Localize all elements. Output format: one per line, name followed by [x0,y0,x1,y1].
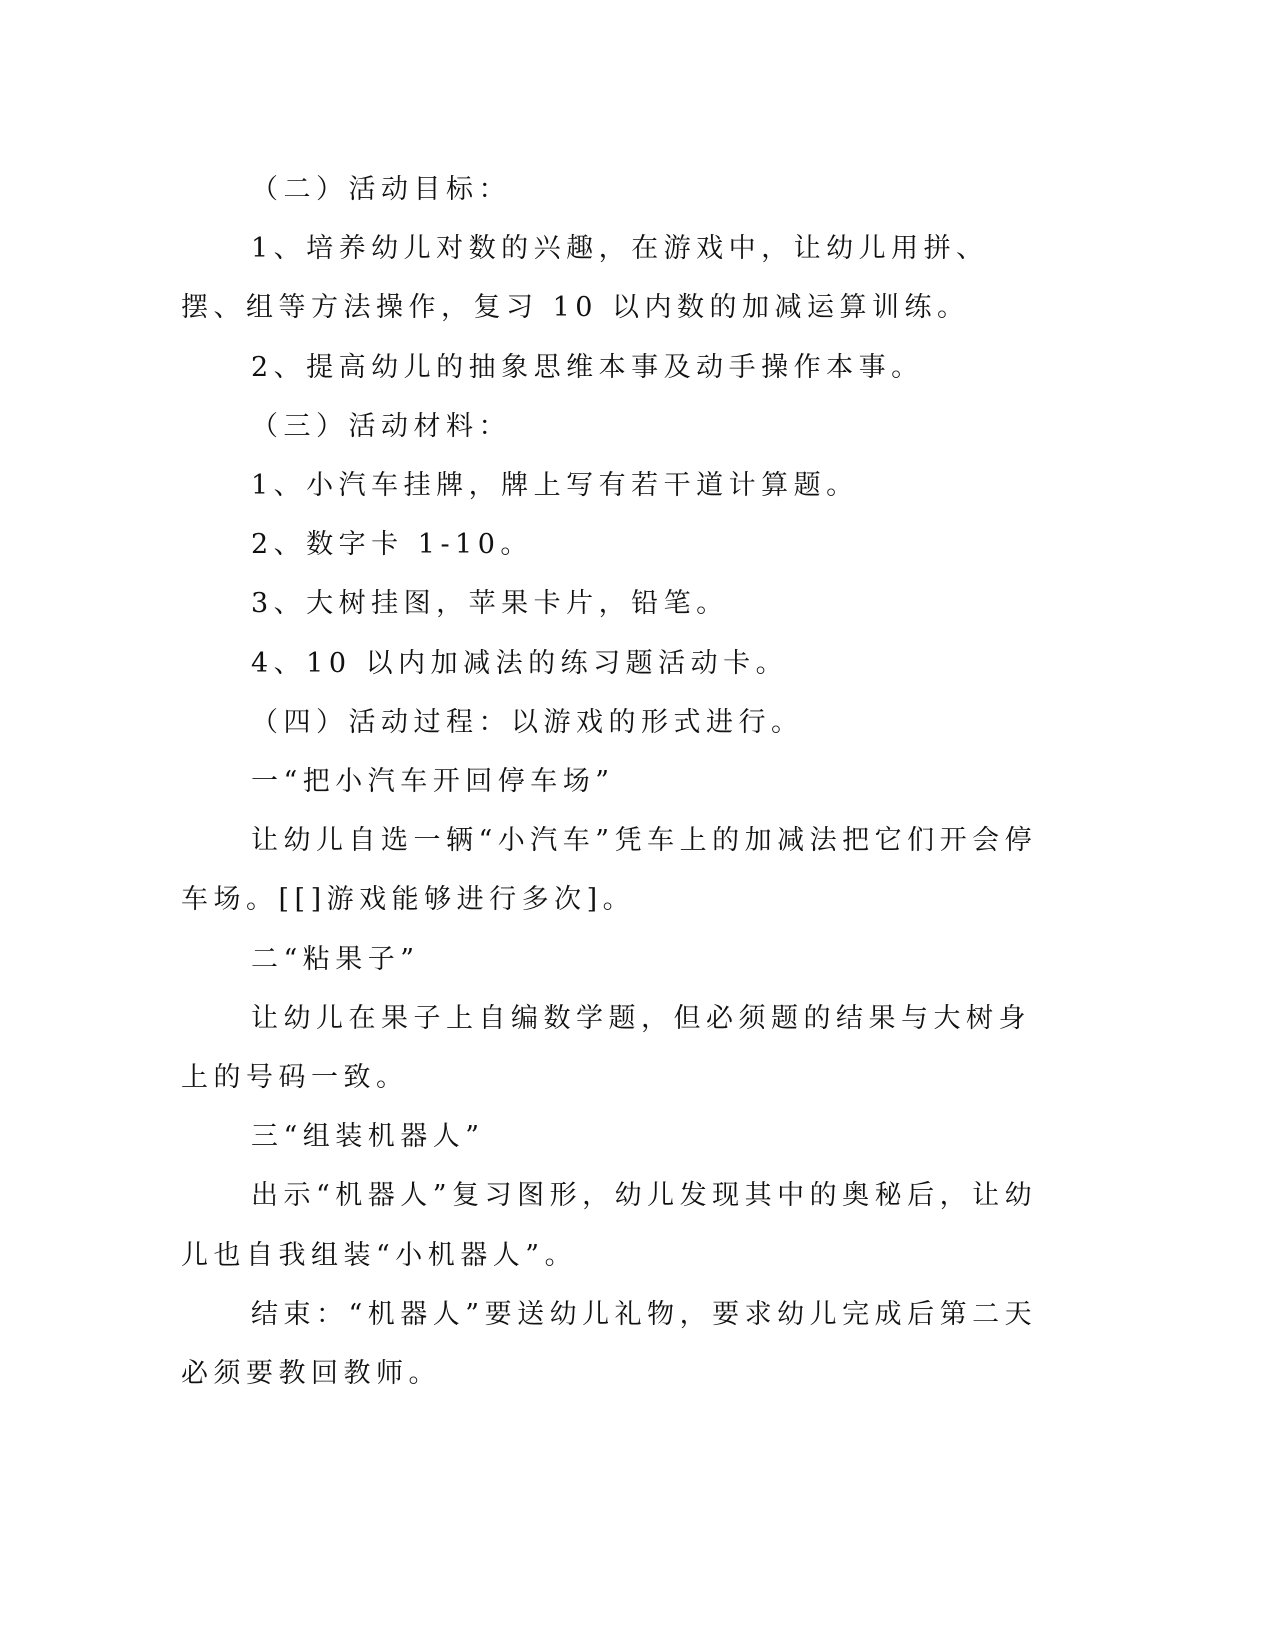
game-2-description: 让幼儿在果子上自编数学题，但必须题的结果与大树身上的号码一致。 [181,1002,1031,1094]
game-1-title: 一“把小汽车开回停车场” [251,766,615,798]
game-1-description: 让幼儿自选一辆“小汽车”凭车上的加减法把它们开会停车场。[[]游戏能够进行多次]。 [181,825,1038,916]
game-3-title: 三“组装机器人” [251,1121,485,1153]
material-item-3: 3、大树挂图，苹果卡片，铅笔。 [251,588,729,620]
section-heading-materials: （三）活动材料： [251,410,511,442]
material-item-1: 1、小汽车挂牌，牌上写有若干道计算题。 [251,470,859,502]
objective-item-1: 1、培养幼儿对数的兴趣，在游戏中，让幼儿用拼、摆、组等方法操作，复习 10 以内数的加减运算训练。 [181,233,989,324]
section-heading-objectives: （二）活动目标： [251,174,511,205]
material-item-4: 4、10 以内加减法的练习题活动卡。 [251,647,789,679]
game-3-description: 出示“机器人”复习图形，幼儿发现其中的奥秘后，让幼儿也自我组装“小机器人”。 [181,1180,1038,1271]
game-2-title: 二“粘果子” [251,943,420,975]
section-heading-process: （四）活动过程：以游戏的形式进行。 [251,706,804,738]
objective-item-2: 2、提高幼儿的抽象思维本事及动手操作本事。 [251,351,924,383]
closing-paragraph: 结束：“机器人”要送幼儿礼物，要求幼儿完成后第二天必须要教回教师。 [181,1298,1038,1390]
document-body [181,160,1041,1403]
material-item-2: 2、数字卡 1-10。 [251,529,533,561]
